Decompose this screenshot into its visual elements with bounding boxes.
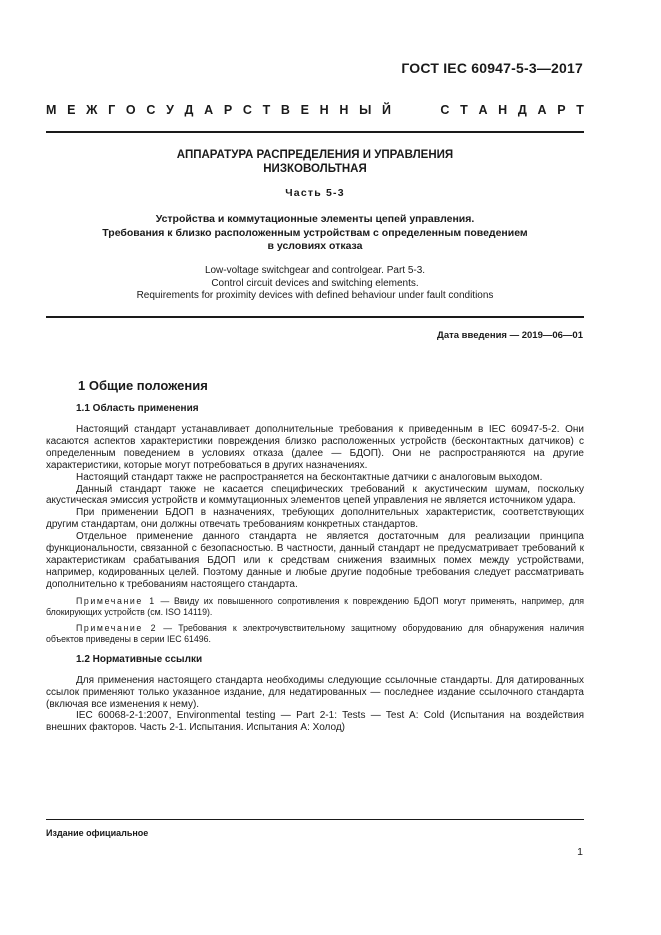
body-paragraph: Для применения настоящего стандарта необходимы следующие ссылочные стандарты. Для датированных ссылок применяют только указанное издание, для недатированных — последнее издание ссылочного стандарта (включая все изменения к нему). [46, 674, 584, 710]
banner-letter: М [46, 103, 57, 117]
english-title-line: Control circuit devices and switching elements. [211, 277, 419, 289]
note-label: Примечание 2 [76, 622, 158, 633]
title-line: НИЗКОВОЛЬТНАЯ [263, 163, 367, 175]
banner-letter: О [125, 103, 136, 117]
banner-letter: Т [576, 103, 584, 117]
interstate-standard-banner [46, 103, 584, 117]
body-paragraph: Данный стандарт также не касается специфических требований к акустическим шумам, поскольку акустическая эмиссия устройств и коммутационных элементов цепей управления не является источником удара. [46, 483, 584, 507]
banner-letter: Р [557, 103, 566, 117]
document-title [46, 148, 584, 176]
banner-letter: Ж [86, 103, 98, 117]
subsection-heading-references: 1.2 Нормативные ссылки [76, 653, 203, 665]
body-paragraph: Настоящий стандарт также не распространяется на бесконтактные датчики с аналоговым выходом. [76, 471, 543, 483]
banner-letter: Г [108, 103, 116, 117]
body-paragraph: Отдельное применение данного стандарта не является достаточным для реализации принципа функциональности, связанной с безопасностью. В частности, данный стандарт не предусматривает требований к характеристикам срабатывания БДОП или к средствам снижения взаимных помех между устройствами, например, кодированных целей. Поэтому данные и любые другие подобные требования следует рассматривать дополнительно к требованиям настоящего стандарта. [46, 531, 584, 590]
banner-letter: Е [67, 103, 76, 117]
banner-letter: Е [300, 103, 309, 117]
subtitle-line: Требования к близко расположенным устройствам с определенным поведением [102, 226, 528, 239]
section-heading: 1 Общие положения [78, 378, 208, 393]
banner-letter: А [537, 103, 547, 117]
banner-letter: Н [339, 103, 349, 117]
note-text: — Требования к электрочувствительному защитному оборудованию для обнаружения наличия объектов приведены в серии IEC 61496. [46, 622, 584, 644]
note-label: Примечание 1 [76, 595, 156, 606]
body-paragraph: При применении БДОП в назначениях, требующих дополнительных характеристик, соответствующих другим стандартам, они должны отвечать требованиям конкретных стандартов. [46, 507, 584, 531]
banner-letter: В [280, 103, 290, 117]
banner-letter: С [146, 103, 156, 117]
spacer [46, 645, 584, 654]
banner-letter: Д [517, 103, 527, 117]
note-1 [46, 596, 584, 618]
banner-letter: Н [319, 103, 329, 117]
standard-designation: ГОСТ IEC 60947-5-3—2017 [401, 60, 583, 76]
header-rule [46, 131, 584, 133]
part-label: Часть 5-3 [285, 187, 345, 199]
banner-letter: Д [184, 103, 194, 117]
introduction-date: Дата введения — 2019—06—01 [437, 330, 583, 341]
banner-letter: С [242, 103, 252, 117]
body-paragraph: IEC 60068-2-1:2007, Environmental testing — Part 2-1: Tests — Test A: Cold (Испытания на воздействия внешних факторов. Часть 2-1. Испытания. Испытания А: Холод) [46, 710, 584, 734]
banner-letter: А [478, 103, 488, 117]
banner-gap [402, 103, 430, 117]
banner-letter: У [166, 103, 174, 117]
page-number: 1 [577, 846, 583, 858]
note-text: — Ввиду их повышенного сопротивления к повреждению БДОП могут применять, например, для блокирующих устройств (см. ISO 14119). [46, 595, 584, 617]
official-edition-label: Издание официальное [46, 828, 149, 838]
banner-letter: Ы [359, 103, 372, 117]
subtitle-line: в условиях отказа [267, 240, 363, 252]
title-line: АППАРАТУРА РАСПРЕДЕЛЕНИЯ И УПРАВЛЕНИЯ [176, 149, 454, 161]
footer-rule [46, 819, 584, 820]
english-title [46, 265, 584, 303]
body-paragraph: Настоящий стандарт устанавливает дополнительные требования к приведенным в IEC 60947-5-2. Они касаются аспектов характеристики повреждения близко расположенных устройств (бесконтактных датчиков) с определенным поведением в условиях отказа (далее — БДОП). Они не распространяются на другие характеристики, которые могут потребоваться в других назначениях. [46, 424, 584, 471]
banner-letter: А [204, 103, 214, 117]
banner-letter: Й [382, 103, 392, 117]
english-title-line: Requirements for proximity devices with defined behaviour under fault conditions [136, 290, 494, 301]
banner-letter: Р [223, 103, 233, 117]
banner-letter: Т [262, 103, 271, 117]
document-subtitle [46, 213, 584, 254]
banner-letter: Т [460, 103, 468, 117]
note-2 [46, 623, 584, 645]
document-body [46, 378, 584, 734]
subsection-heading-scope: 1.1 Область применения [76, 403, 199, 414]
subtitle-line: Устройства и коммутационные элементы цепей управления. [155, 213, 475, 225]
title-rule [46, 316, 584, 318]
banner-letter: С [440, 103, 450, 117]
english-title-line: Low-voltage switchgear and controlgear. Part 5-3. [204, 265, 426, 276]
banner-letter: Н [498, 103, 508, 117]
